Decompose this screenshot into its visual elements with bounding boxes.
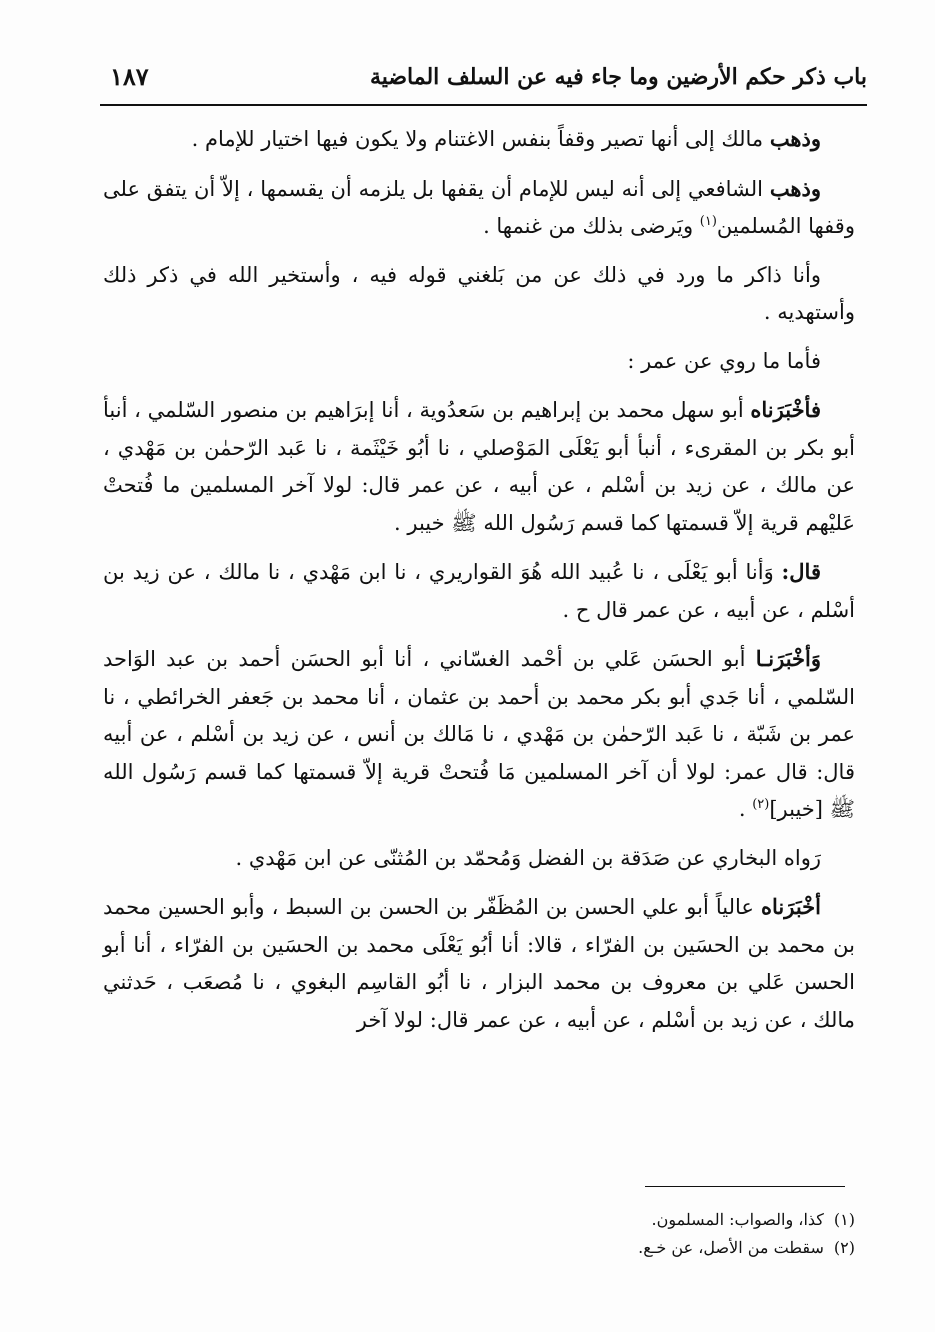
footnote-text: كذا، والصواب: المسلمون. bbox=[651, 1210, 824, 1229]
paragraph-text: الشافعي إلى أنه ليس للإمام أن يقفها بل يلزمه أن يقسمها ، إلاّ أن يتفق على وقفها المُسلمين bbox=[103, 176, 855, 238]
lead-word: وَأخْبَرَنـا bbox=[755, 646, 821, 671]
paragraph-text: مالك إلى أنها تصير وقفاً بنفس الاغتنام ولا يكون فيها اختيار للإمام . bbox=[191, 127, 770, 151]
lead-word: قال: bbox=[781, 559, 821, 584]
footnote bbox=[95, 1206, 855, 1234]
paragraph bbox=[103, 553, 855, 629]
paragraph-text: عالياً أبو علي الحسن بن المُظَفّر بن الحسن بن السبط ، وأبو الحسين محمد بن محمد بن الحسَين بن الفرّاء ، قالا: أنا أبُو يَعْلَى محمد بن الحسَين بن الفرّاء ، أنا أبو الحسن عَلي بن معروف بن محمد البزار ، نا أبُو القاسِم البغوي ، نا مُصعَب ، حَدثني مالك ، عن زيد بن أسْلم ، عن أبيه ، عن عمر قال: لولا آخر bbox=[103, 895, 855, 1032]
page-number: ١٨٧ bbox=[110, 62, 149, 91]
footnote-divider bbox=[645, 1186, 845, 1187]
paragraph-tail: ويَرضى بذلك من غنمها . bbox=[483, 214, 700, 238]
lead-word: وذهب bbox=[769, 175, 821, 201]
paragraph bbox=[103, 170, 855, 246]
paragraph-text: فأما ما روي عن عمر : bbox=[627, 348, 821, 373]
paragraph-text: وَأنا أبو يَعْلَى ، نا عُبيد الله هُوَ القواريري ، نا ابن مَهْدي ، نا مالك ، عن زيد بن أسْلم ، عن أبيه ، عن عمر قال ح . bbox=[103, 560, 855, 622]
paragraph-text: رَواه البخاري عن صَدَقة بن الفضل وَمُحمّد بن المُثنّى عن ابن مَهْدي . bbox=[235, 845, 821, 870]
footnotes bbox=[95, 1206, 855, 1262]
header-divider bbox=[100, 104, 867, 106]
footnote-text: سقطت من الأصل، عن خـع. bbox=[638, 1238, 824, 1257]
paragraph-tail: . bbox=[738, 797, 753, 821]
page-header bbox=[100, 58, 867, 104]
footnote-marker: (٢) bbox=[752, 797, 770, 812]
running-title: باب ذكر حكم الأرضين وما جاء فيه عن السلف الماضية bbox=[369, 64, 867, 90]
footnote-marker: (١) bbox=[699, 214, 717, 229]
paragraph bbox=[103, 888, 855, 1039]
body-text bbox=[103, 120, 855, 1050]
lead-word: أخْبَرَناه bbox=[761, 894, 821, 919]
paragraph-text: وأنا ذاكر ما ورد في ذلك عن من بَلغني قوله فيه ، وأستخير الله في ذكر ذلك وأستهديه . bbox=[103, 262, 855, 324]
paragraph bbox=[103, 257, 855, 332]
footnote-number: (٢) bbox=[833, 1238, 855, 1257]
footnote-number: (١) bbox=[833, 1210, 855, 1229]
paragraph bbox=[103, 391, 855, 542]
paragraph bbox=[103, 343, 855, 381]
lead-word: فأخْبَرَناه bbox=[750, 397, 821, 422]
paragraph-text: أبو الحسَن عَلي بن أحْمد الغسّاني ، أنا أبو الحسَن أحمد بن عبد الوَاحد السّلمي ، أنا جَدي أبو بكر محمد بن أحمد بن عثمان ، أنا محمد بن جَعفر الخرائطي ، نا عمر بن شَبّة ، نا عَبد الرّحمٰن بن مَهْدي ، نا مَالك بن أنس ، عن زيد بن أسْلم ، عن أبيه قال: قال عمر: لولا أن آخر المسلمين مَا فُتحتْ قرية إلاّ قسمتها كما قسم رَسُول الله ﷺ [خيبر] bbox=[103, 647, 855, 821]
paragraph bbox=[103, 840, 855, 878]
paragraph bbox=[103, 120, 855, 159]
paragraph-text: أبو سهل محمد بن إبراهيم بن سَعدُوية ، أنا إبرَاهيم بن منصور السّلمي ، أنبأ أبو بكر بن المقرىء ، أنبأ أبو يَعْلَى المَوْصلي ، نا أبُو خَيْثَمة ، نا عَبد الرّحمٰن بن مَهْدي ، عن مالك ، عن زيد بن أسْلم ، عن أبيه ، عن عمر قال: لولا آخر المسلمين ما فُتحتْ عَليْهم قرية إلاّ قسمتها كما قسم رَسُول الله ﷺ خيبر . bbox=[103, 398, 855, 535]
paragraph bbox=[103, 640, 855, 829]
lead-word: وذهب bbox=[769, 126, 821, 151]
footnote bbox=[95, 1234, 855, 1262]
